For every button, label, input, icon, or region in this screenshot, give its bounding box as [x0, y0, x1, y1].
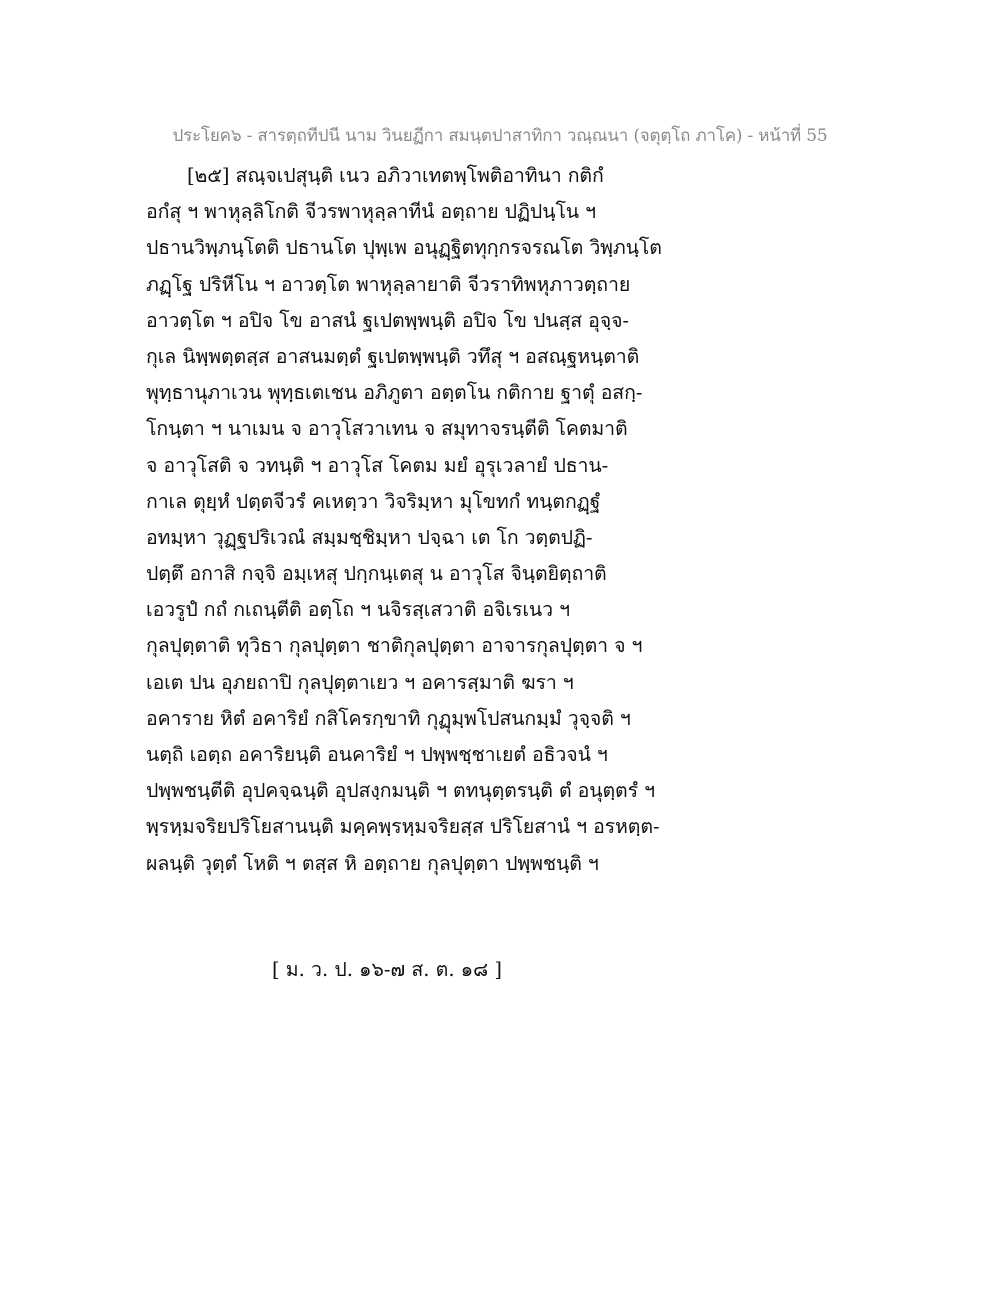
text-line: จ อาวุโสติ จ วทนฺติ ฯ อาวุโส โคตม มยํ อุรุเวลายํ ปธาน-	[146, 453, 609, 477]
text-line: เอเต ปน อุภยถาปิ กุลปุตฺตาเยว ฯ อคารสฺมาติ ฆรา ฯ	[146, 670, 574, 694]
text-line: อคาราย หิตํ อคาริยํ กสิโครกฺขาทิ กุฏุมฺพโปสนกมฺมํ วุจฺจติ ฯ	[146, 706, 631, 730]
text-line: นตฺถิ เอตฺถ อคาริยนฺติ อนคาริยํ ฯ ปพฺพชฺชาเยตํ อธิวจนํ ฯ	[146, 743, 608, 766]
text-line: พฺรหฺมจริยปริโยสานนฺติ มคฺคพฺรหฺมจริยสฺส ปริโยสานํ ฯ อรหตฺต-	[146, 815, 660, 839]
text-line: กุเล นิพฺพตฺตสฺส อาสนมตฺตํ ฐเปตพฺพนฺติ วทึสุ ฯ อสณฺฐหนฺตาติ	[146, 344, 640, 368]
text-line: อทมฺหา วุฏฺฐปริเวณํ สมฺมชฺชิมฺหา ปจฺฉา เต โก วตฺตปฏิ-	[146, 525, 593, 549]
text-line: [๒๕] สณฺจเปสุนฺติ เนว อภิวาเทตพฺโพติอาทินา กติกํ	[187, 164, 604, 187]
text-line: กุลปุตฺตาติ ทุวิธา กุลปุตฺตา ชาติกุลปุตฺตา อาจารกุลปุตฺตา จ ฯ	[146, 634, 643, 658]
text-line: พุทฺธานุภาเวน พุทฺธเตเชน อภิภูตา อตฺตโน กติกาย ฐาตุํ อสกฺ-	[146, 381, 643, 405]
text-line: ปธานวิพฺภนฺโตติ ปธานโต ปุพฺเพ อนุฏฺฐิตทุกฺกรจรณโต วิพฺภนฺโต	[146, 236, 662, 260]
source-reference: [ ม. ว. ป. ๑๖-๗ ส. ต. ๑๘ ]	[272, 958, 502, 981]
text-line: ปตฺตึ อกาสิ กจฺจิ อมฺเหสุ ปกฺกนฺเตสุ น อาวุโส จินฺตยิตฺถาติ	[146, 562, 607, 586]
text-line: อกํสุ ฯ พาหุลฺลิโกติ จีวรพาหุลฺลาทีนํ อตฺถาย ปฏิปนฺโน ฯ	[146, 200, 596, 224]
text-line: โกนฺตา ฯ นาเมน จ อาวุโสวาเทน จ สมุทาจรนฺตีติ โคตมาติ	[146, 417, 628, 441]
text-line: ภฏฺโฐ ปริหีโน ฯ อาวตฺโต พาหุลฺลายาติ จีวราทิพหุภาวตฺถาย	[146, 272, 631, 296]
text-line: ปพฺพชนฺตีติ อุปคจฺฉนฺติ อุปสงฺกมนฺติ ฯ ตทนุตฺตรนฺติ ตํ อนุตฺตรํ ฯ	[146, 779, 655, 803]
page-header: ประโยค๖ - สารตฺถทีปนี นาม วินยฏีกา สมนฺตปาสาทิกา วณฺณนา (จตุตฺโถ ภาโค) - หน้าที่ 55	[172, 126, 828, 146]
text-line: อาวตฺโต ฯ อปิจ โข อาสนํ ฐเปตพฺพนฺติ อปิจ โข ปนสฺส อุจฺจ-	[146, 308, 629, 332]
text-line: ผลนฺติ วุตฺตํ โหติ ฯ ตสฺส หิ อตฺถาย กุลปุตฺตา ปพฺพชนฺติ ฯ	[146, 851, 599, 875]
body-text	[146, 158, 706, 882]
text-line: เอวรูปํ กถํ กเถนฺตีติ อตฺโถ ฯ นจิรสฺเสวาติ อจิเรเนว ฯ	[146, 598, 570, 622]
text-line: กาเล ตุยฺหํ ปตฺตจีวรํ คเหตฺวา วิจริมฺหา มุโขทกํ ทนฺตกฏฺฐํ	[146, 489, 601, 513]
